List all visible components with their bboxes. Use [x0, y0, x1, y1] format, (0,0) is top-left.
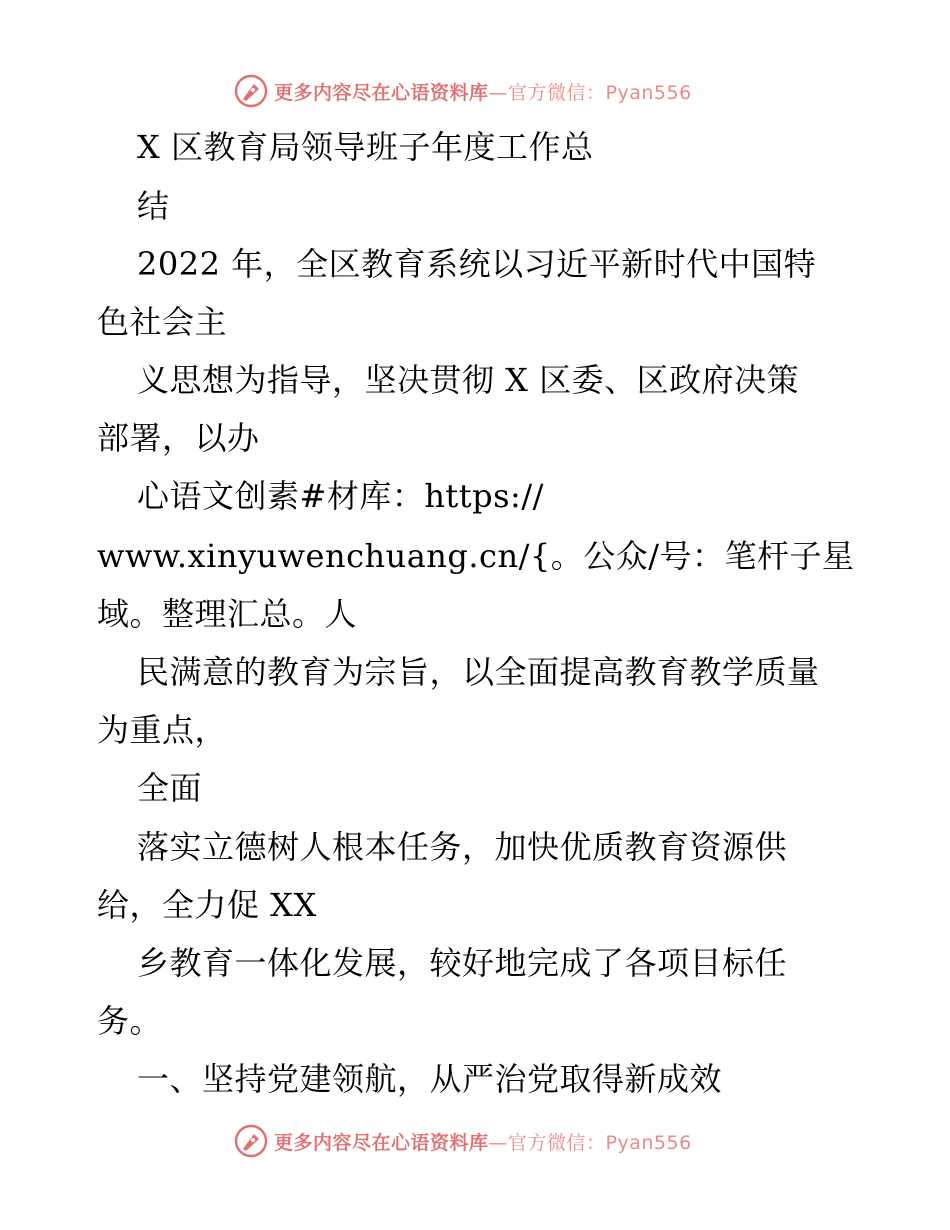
watermark-text	[274, 78, 692, 105]
paragraph-line: 为重点，	[97, 711, 228, 749]
watermark-tail: —官方微信：Pyan556	[488, 1131, 692, 1154]
watermark-tail: —官方微信：Pyan556	[488, 81, 692, 104]
paragraph-line: 落实立德树人根本任务，加快优质教育资源供	[137, 828, 788, 866]
watermark-footer	[234, 1122, 754, 1160]
paragraph-line: 全面	[137, 769, 203, 807]
paragraph-line: 务。	[97, 1002, 163, 1040]
paragraph-line: www.xinyuwenchuang.cn/{。公众/号：笔杆子星	[97, 537, 855, 575]
watermark-lead: 更多内容尽在心语资料库	[274, 1131, 489, 1154]
watermark-lead: 更多内容尽在心语资料库	[274, 81, 489, 104]
paragraph-line: 部署，以办	[97, 419, 260, 457]
watermark-header	[234, 72, 754, 110]
paragraph-line: 给，全力促 XX	[97, 886, 317, 924]
section-heading: 一、坚持党建领航，从严治党取得新成效	[137, 1060, 723, 1098]
paragraph-line: 民满意的教育为宗旨，以全面提高教育教学质量	[137, 653, 820, 691]
paragraph-line: 乡教育一体化发展，较好地完成了各项目标任	[137, 944, 788, 982]
pen-nib-logo-icon	[234, 74, 268, 108]
document-title-line-2: 结	[137, 187, 170, 225]
paragraph-line: 色社会主	[97, 303, 228, 341]
paragraph-line: 义思想为指导，坚决贯彻 X 区委、区政府决策	[137, 361, 800, 399]
watermark-text	[274, 1128, 692, 1155]
document-title-line-1: X 区教育局领导班子年度工作总	[137, 128, 594, 166]
paragraph-line: 域。整理汇总。人	[97, 595, 358, 633]
pen-nib-logo-icon	[234, 1124, 268, 1158]
paragraph-line: 2022 年，全区教育系统以习近平新时代中国特	[137, 245, 817, 283]
paragraph-line: 心语文创素#材库：https://	[137, 477, 544, 515]
